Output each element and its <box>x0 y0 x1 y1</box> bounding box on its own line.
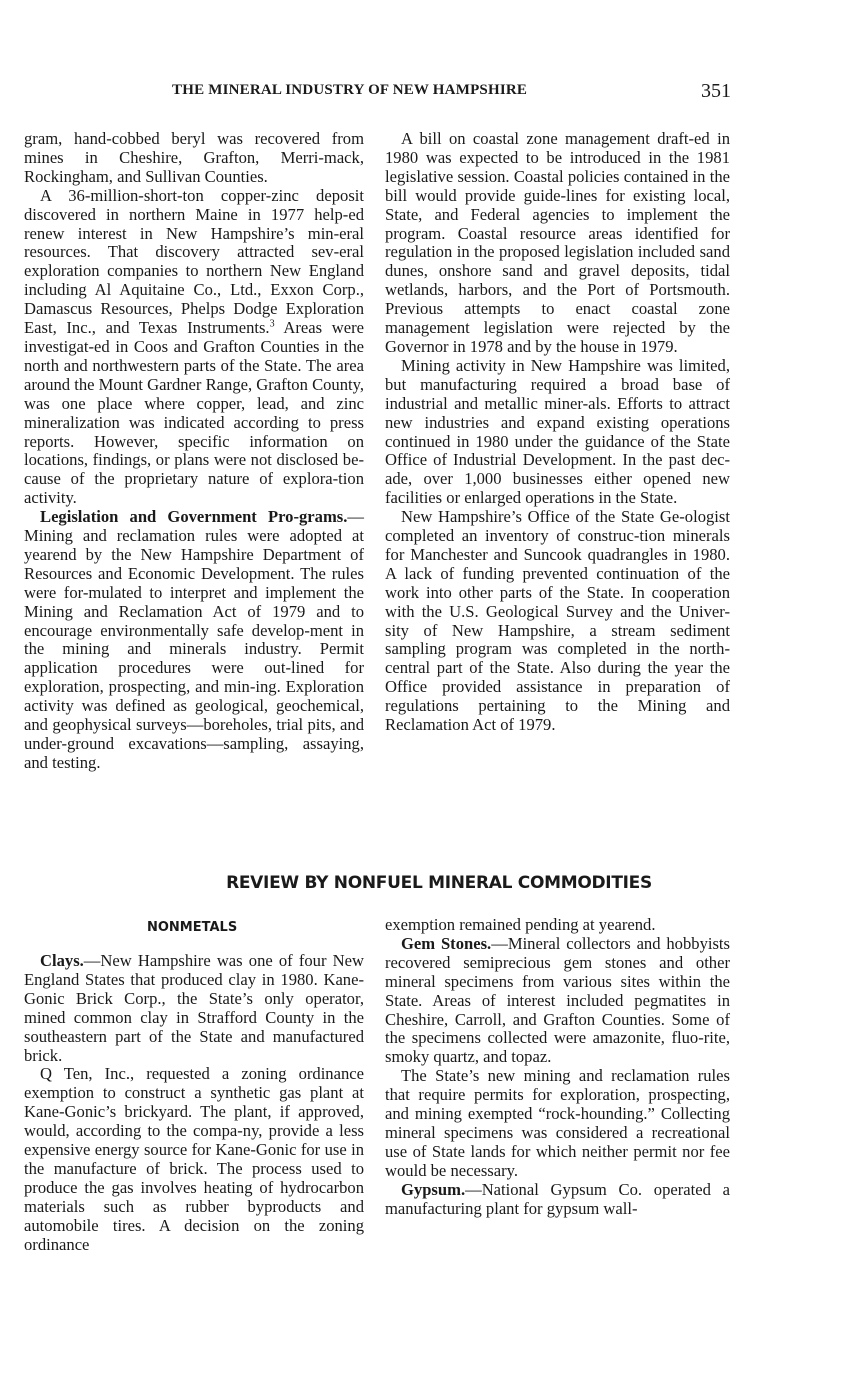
top-left-column <box>24 130 364 773</box>
bottom-right-column <box>385 916 730 1219</box>
run-in-heading: Clays. <box>40 951 84 970</box>
paragraph: A 36-million-short-ton copper-zinc deposit discovered in northern Maine in 1977 help-ed renew interest in New Hampshire’s min-eral resources. That discovery attracted sev-eral exploration companies to northern New England including Al Aquitaine Co., Ltd., Exxon Corp., Damascus Resources, Phelps Dodge Exploration East, Inc., and Texas Instruments.$^3$ Areas were investigat-ed in Coos and Grafton Counties in the north and northwestern parts of the State. The area around the Mount Gardner Range, Grafton County, was one place where copper, lead, and zinc mineralization was indicated according to press reports. However, specific information on locations, findings, or plans were not disclosed be-cause of the proprietary nature of explora-tion activity. <box>24 185 364 508</box>
footnote-ref: 3 <box>269 318 275 330</box>
paragraph: Gypsum.—National Gypsum Co. operated a manufacturing plant for gypsum wall- <box>385 1179 730 1218</box>
running-header: THE MINERAL INDUSTRY OF NEW HAMPSHIRE <box>172 82 528 98</box>
paragraph: Mining activity in New Hampshire was limited, but manufacturing required a broad base of industrial and metallic miner-als. Efforts to attract new industries and expand existing operations continued in 1980 under the guidance of the State Office of Industrial Development. In the past dec-ade, over 1,000 businesses either opened new facilities or enlarged operations in the State. <box>385 355 730 508</box>
paragraph: gram, hand-cobbed beryl was recovered from mines in Cheshire, Grafton, Merri-mack, Rockingham, and Sullivan Counties. <box>24 129 364 186</box>
run-in-heading: Gypsum. <box>401 1179 466 1199</box>
paragraph: The State’s new mining and reclamation rules that require permits for exploration, prospecting, and mining exempted “rock-hounding.” Collecting mineral specimens was considered a recreational use of State lands for which neither permit nor fee would be necessary. <box>385 1066 730 1180</box>
page-number: 351 <box>701 80 731 102</box>
paragraph: A bill on coastal zone management draft-ed in 1980 was expected to be introduced in the 1981 legislative session. Coastal policies contained in the bill would provide guide-lines for existing local, State, and Federal agencies to implement the program. Coastal resource areas identified for regulation in the proposed legislation included sand dunes, onshore sand and gravel deposits, tidal wetlands, harbors, and the Port of Portsmouth. Previous attempts to enact coastal zone management legislation were rejected by the Governor in 1978 and by the house in 1979. <box>385 129 730 356</box>
subsection-heading: NONMETALS <box>147 920 238 935</box>
top-right-column <box>385 130 730 735</box>
paragraph: exemption remained pending at yearend. <box>385 915 656 934</box>
bottom-left-column <box>24 952 364 1255</box>
paragraph: Clays.—New Hampshire was one of four New England States that produced clay in 1980. Kane-Gonic Brick Corp., the State’s only operator, mined common clay in Strafford County in the southeastern part of the State and manufactured brick. <box>24 951 364 1065</box>
paragraph: New Hampshire’s Office of the State Ge-ologist completed an inventory of construc-tion minerals for Manchester and Suncook quadrangles in 1980. A lack of funding prevented continuation of the work into other parts of the State. In cooperation with the U.S. Geological Survey and the Univer-sity of New Hampshire, a stream sediment sampling program was completed in the north-central part of the State. Also during the year the Office provided assistance in preparation of regulations pertaining to the Mining and Reclamation Act of 1979. <box>385 507 730 735</box>
paragraph: Q Ten, Inc., requested a zoning ordinance exemption to construct a synthetic gas plant at Kane-Gonic’s brickyard. The plant, if approved, would, according to the compa-ny, provide a less expensive energy source for Kane-Gonic for use in the manufacture of brick. The process used to produce the gas involves heating of hydrocarbon materials such as rubber byproducts and automobile tires. A decision on the zoning ordinance <box>24 1064 364 1254</box>
paragraph: Gem Stones.—Mineral collectors and hobbyists recovered semiprecious gem stones and other mineral specimens from various sites within the State. Areas of interest included pegmatites in Cheshire, Carroll, and Grafton Counties. Some of the specimens collected were amazonite, fluo-rite, smoky quartz, and topaz. <box>385 933 731 1067</box>
run-in-heading: Legislation and Government Pro-grams. <box>40 507 348 527</box>
section-heading: REVIEW BY NONFUEL MINERAL COMMODITIES <box>226 873 652 893</box>
paragraph: Legislation and Government Pro-grams.—Mining and reclamation rules were adopted at yearend by the New Hampshire Department of Resources and Economic Development. The rules were for-mulated to interpret and implement the Mining and Reclamation Act of 1979 and to encourage environmentally safe develop-ment in the mining and minerals industry. Permit application procedures were out-lined for exploration, prospecting, and min-ing. Exploration activity was defined as geological, geochemical, and geophysical surveys—boreholes, trial pits, and under-ground excavations—sampling, assaying, and testing. <box>24 507 364 772</box>
run-in-heading: Gem Stones. <box>401 933 492 953</box>
